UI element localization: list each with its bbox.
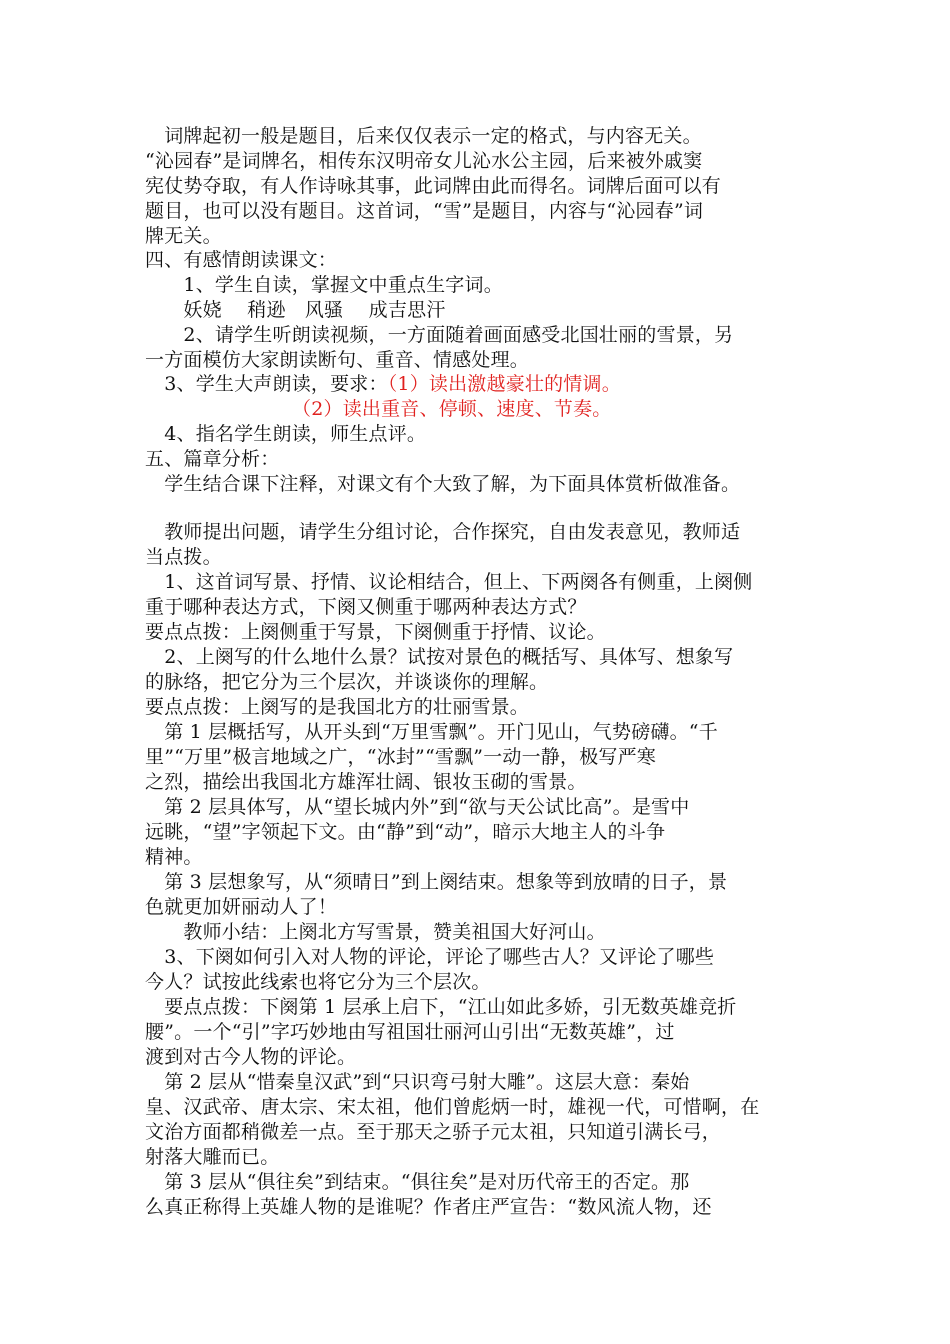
text-line: 皇、汉武帝、唐太宗、宋太祖，他们曾彪炳一时，雄视一代，可惜啊，在 <box>145 1096 760 1118</box>
text-line: 当点拨。 <box>145 546 222 568</box>
vocabulary-list: 妖娆 稍逊 风骚 成吉思汗 <box>145 299 446 321</box>
requirement-1: （1）读出激越豪壮的情调。 <box>387 373 621 395</box>
text-line: 词牌起初一般是题目，后来仅仅表示一定的格式，与内容无关。 <box>145 125 702 147</box>
answer-line: 要点点拨：上阕写的是我国北方的壮丽雪景。 <box>145 696 530 718</box>
question-line: 重于哪种表达方式，下阕又侧重于哪两种表达方式？ <box>145 596 587 618</box>
requirement-label: 3、学生大声朗读，要求： <box>145 373 388 395</box>
text-line: 教师提出问题，请学生分组讨论，合作探究，自由发表意见，教师适 <box>145 521 741 543</box>
text-line: 学生结合课下注释，对课文有个大致了解，为下面具体赏析做准备。 <box>145 473 741 495</box>
summary-line: 教师小结：上阕北方写雪景，赞美祖国大好河山。 <box>145 921 606 943</box>
text-line: 一方面模仿大家朗读断句、重音、情感处理。 <box>145 349 530 371</box>
answer-line: 要点点拨：上阕侧重于写景，下阕侧重于抒情、议论。 <box>145 621 606 643</box>
text-line: 精神。 <box>145 846 203 868</box>
text-line: 射落大雕而已。 <box>145 1146 280 1168</box>
question-line: 3、下阕如何引入对人物的评论，评论了哪些古人？又评论了哪些 <box>145 946 715 968</box>
text-line: 牌无关。 <box>145 225 222 247</box>
requirement-2: （2）读出重音、停顿、速度、节奏。 <box>292 398 612 420</box>
text-line: 1、学生自读，掌握文中重点生字词。 <box>145 274 503 296</box>
question-line: 1、这首词写景、抒情、议论相结合，但上、下两阕各有侧重，上阕侧 <box>145 571 753 593</box>
text-line: 里”“万里”极言地域之广，“冰封”“雪飘”一动一静，极写严寒 <box>145 746 656 768</box>
answer-line: 要点点拨：下阕第 1 层承上启下，“江山如此多娇，引无数英雄竞折 <box>145 996 737 1018</box>
text-line: 之烈，描绘出我国北方雄浑壮阔、银妆玉砌的雪景。 <box>145 771 587 793</box>
text-line: 题目，也可以没有题目。这首词，“雪”是题目，内容与“沁园春”词 <box>145 200 704 222</box>
question-line: 的脉络，把它分为三个层次，并谈谈你的理解。 <box>145 671 549 693</box>
text-line: 第 3 层想象写，从“须晴日”到上阕结束。想象等到放晴的日子，景 <box>145 871 728 893</box>
text-line <box>145 372 621 396</box>
text-line: 远眺，“望”字领起下文。由“静”到“动”，暗示大地主人的斗争 <box>145 821 666 843</box>
question-line: 今人？试按此线索也将它分为三个层次。 <box>145 971 491 993</box>
text-line: 4、指名学生朗读，师生点评。 <box>145 423 427 445</box>
text-line: 色就更加妍丽动人了！ <box>145 896 338 918</box>
text-line: 么真正称得上英雄人物的是谁呢？作者庄严宣告：“数风流人物，还 <box>145 1196 712 1218</box>
text-line: “沁园春”是词牌名，相传东汉明帝女儿沁水公主园，后来被外戚窦 <box>145 150 703 172</box>
question-line: 2、上阕写的什么地什么景？试按对景色的概括写、具体写、想象写 <box>145 646 734 668</box>
section-heading: 五、篇章分析： <box>145 448 280 470</box>
text-line: 第 3 层从“俱往矣”到结束。“俱往矣”是对历代帝王的否定。那 <box>145 1171 690 1193</box>
text-line: 第 2 层从“惜秦皇汉武”到“只识弯弓射大雕”。这层大意：秦始 <box>145 1071 690 1093</box>
section-heading: 四、有感情朗读课文： <box>145 249 338 271</box>
text-line: 渡到对古今人物的评论。 <box>145 1046 357 1068</box>
text-line: 第 1 层概括写，从开头到“万里雪飘”。开门见山，气势磅礴。“千 <box>145 721 718 743</box>
text-line: 第 2 层具体写，从“望长城内外”到“欲与天公试比高”。是雪中 <box>145 796 690 818</box>
text-line: 腰”。一个“引”字巧妙地由写祖国壮丽河山引出“无数英雄”，过 <box>145 1021 675 1043</box>
text-line: 宪仗势夺取，有人作诗咏其事，此词牌由此而得名。词牌后面可以有 <box>145 175 722 197</box>
text-line: 2、请学生听朗读视频，一方面随着画面感受北国壮丽的雪景，另 <box>145 324 734 346</box>
text-line: 文治方面都稍微差一点。至于那天之骄子元太祖，只知道引满长弓， <box>145 1121 722 1143</box>
